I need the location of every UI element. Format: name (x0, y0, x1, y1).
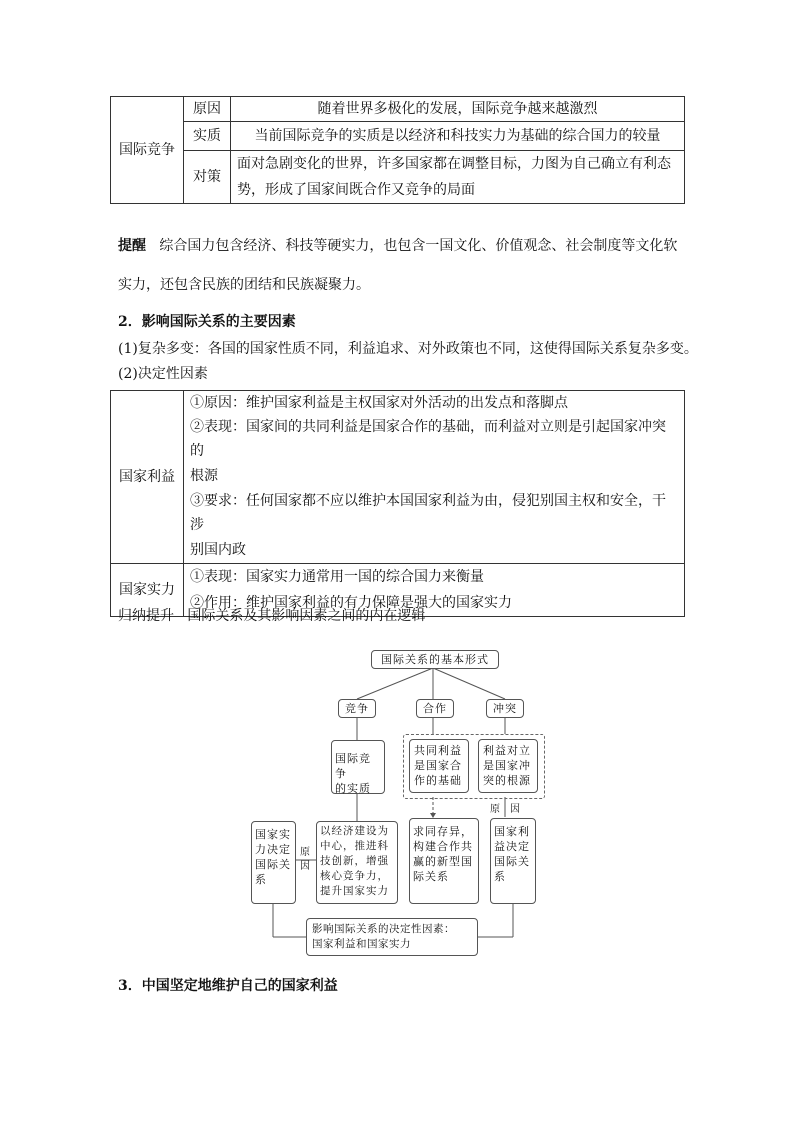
interest-line2: 益决定 (494, 840, 530, 853)
table1-content-reason: 随着世界多极化的发展，国际竞争越来越激烈 (231, 97, 685, 122)
decisive-factors-table (110, 390, 685, 617)
reason-tag-left (300, 846, 310, 874)
node-opposed-interest (478, 739, 538, 793)
table2-interest-line5: 别国内政 (184, 537, 685, 564)
common-ground-line1: 求同存异， (413, 825, 473, 838)
node-competition-essence (331, 740, 385, 794)
decisive-line2: 国家利益和国家实力 (312, 938, 411, 950)
reason-tag-left-1: 原 (300, 847, 310, 858)
table2-interest-line2: ②表现：国家间的共同利益是国家合作的基础，而利益对立则是引起国家冲突的 (184, 415, 685, 463)
node-compete: 竞争 (338, 699, 376, 718)
table1-content-essence: 当前国际竞争的实质是以经济和科技实力为基础的综合国力的较量 (231, 122, 685, 151)
tip-text-1: 综合国力包含经济、科技等硬实力，也包含一国文化、价值观念、社会制度等文化软 (159, 238, 678, 254)
node-economy-strategy (316, 821, 398, 904)
tip-line1 (118, 236, 677, 256)
summary-title: 国际关系及其影响因素之间的内在逻辑 (187, 608, 426, 624)
common-ground-line3: 赢的新型国 (413, 855, 473, 868)
table2-interest-line4: ③要求：任何国家都不应以维护本国国家利益为由，侵犯别国主权和安全，干涉 (184, 489, 685, 537)
common-line1: 共同利益 (414, 744, 462, 757)
tip-label: 提醒 (118, 238, 146, 254)
international-competition-table (110, 96, 685, 204)
essence-line2: 的实质 (335, 782, 371, 795)
table2-label-power: 国家实力 (111, 564, 184, 617)
node-decisive-factors (306, 918, 478, 956)
power-line3: 国际关 (255, 858, 291, 871)
common-line3: 作的基础 (414, 774, 462, 787)
table1-topic: 国际竞争 (111, 97, 184, 204)
decisive-line1: 影响国际关系的决定性因素： (312, 923, 455, 935)
essence-line1: 国际竞争 (335, 752, 371, 780)
common-ground-line2: 构建合作共 (413, 840, 473, 853)
summary-label: 归纳提升 (118, 608, 174, 624)
section2-heading: 2．影响国际关系的主要因素 (118, 314, 296, 330)
opposed-line1: 利益对立 (483, 744, 531, 757)
node-cooperate: 合作 (416, 699, 454, 718)
node-power-decides (251, 821, 296, 904)
interest-line4: 系 (494, 870, 506, 883)
table1-label-strategy: 对策 (184, 151, 231, 204)
summary-heading (118, 606, 425, 626)
interest-line1: 国家利 (494, 825, 530, 838)
table1-content-strategy-line1: 面对急剧变化的世界，许多国家都在调整目标，力图为自己确立有利态 (231, 151, 685, 178)
economy-line5: 提升国家实力 (320, 885, 389, 897)
power-line4: 系 (255, 873, 267, 886)
node-seek-common-ground (409, 818, 479, 904)
table1-label-essence: 实质 (184, 122, 231, 151)
table2-label-interest: 国家利益 (111, 391, 184, 564)
economy-line3: 技创新，增强 (320, 855, 389, 867)
reason-tag-left-2: 因 (300, 861, 310, 872)
node-basic-forms: 国际关系的基本形式 (371, 650, 499, 669)
power-line2: 力决定 (255, 843, 291, 856)
power-line1: 国家实 (255, 828, 291, 841)
node-conflict: 冲突 (486, 699, 524, 718)
economy-line2: 中心，推进科 (320, 840, 389, 852)
table2-power-line1: ①表现：国家实力通常用一国的综合国力来衡量 (184, 564, 685, 591)
economy-line1: 以经济建设为 (320, 825, 389, 837)
table1-content-strategy-line2: 势，形成了国家间既合作又竞争的局面 (231, 177, 685, 204)
node-common-interest (409, 739, 469, 793)
section2-p1: (1)复杂多变：各国的国家性质不同，利益追求、对外政策也不同，这使得国际关系复杂多变。 (118, 341, 698, 357)
table1-label-reason: 原因 (184, 97, 231, 122)
table2-interest-line1: ①原因：维护国家利益是主权国家对外活动的出发点和落脚点 (184, 391, 685, 416)
section2-p2: (2)决定性因素 (118, 366, 208, 382)
table2-power-line2: ②作用：维护国家利益的有力保障是强大的国家实力 (184, 590, 685, 617)
common-ground-line4: 际关系 (413, 870, 449, 883)
economy-line4: 核心竞争力， (320, 870, 389, 882)
interest-line3: 国际关 (494, 855, 530, 868)
table2-interest-line3: 根源 (184, 463, 685, 489)
reason-tag-right: 原 因 (490, 804, 520, 815)
cooperation-conflict-group (403, 734, 545, 799)
opposed-line3: 突的根源 (483, 774, 531, 787)
opposed-line2: 是国家冲 (483, 759, 531, 772)
section3-heading: 3．中国坚定地维护自己的国家利益 (118, 978, 338, 994)
node-interest-decides (490, 818, 536, 904)
common-line2: 是国家合 (414, 759, 462, 772)
tip-line2: 实力，还包含民族的团结和民族凝聚力。 (118, 277, 370, 293)
